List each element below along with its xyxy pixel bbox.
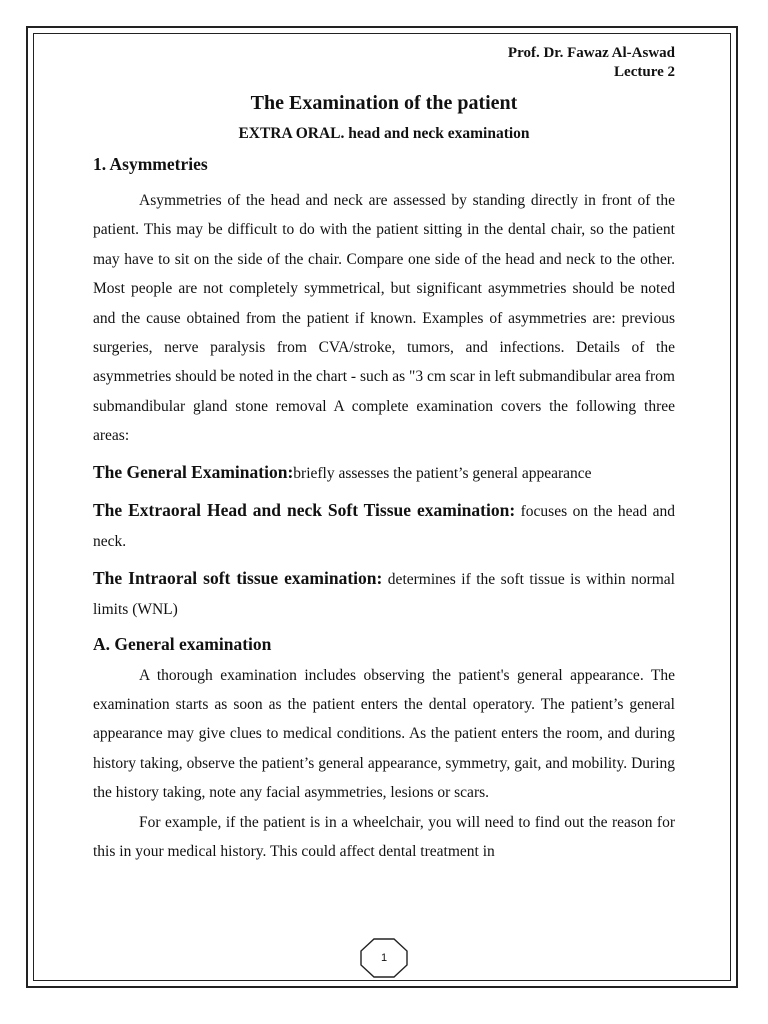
asymmetries-paragraph: Asymmetries of the head and neck are assessed by standing directly in front of the patient. This may be difficult to do with the patient sitting in the dental chair, so the patient may have to sit on the side of the chair. Compare one side of the head and neck to the other. Most people are not completely symmetrical, but significant asymmetries should be noted and the cause obtained from the patient if known. Examples of asymmetries are: previous surgeries, nerve paralysis from CVA/stroke, tumors, and infections. Details of the asymmetries should be noted in the chart - such as "3 cm scar in left submandibular area from submandibular gland stone removal A complete examination covers the following three areas:: [93, 192, 675, 445]
page-content: [93, 44, 675, 867]
author-name: Prof. Dr. Fawaz Al-Aswad: [507, 45, 675, 61]
area-general-examination: [93, 457, 675, 489]
general-examination-paragraph: A thorough examination includes observing the patient's general appearance. The examination starts as soon as the patient enters the dental operatory. The patient’s general appearance may give clues to medical conditions. As the patient enters the room, and during history taking, observe the patient’s general appearance, symmetry, gait, and mobility. During the history taking, note any facial asymmetries, lesions or scars.: [93, 666, 675, 802]
area-lead: The Extraoral Head and neck Soft Tissue examination:: [93, 499, 516, 520]
page-number-badge: [360, 938, 408, 978]
area-text: determines if the soft tissue is within normal limits (WNL): [93, 570, 675, 618]
page-number: 1: [380, 952, 388, 964]
header-block: [93, 44, 675, 82]
section-heading-asymmetries: 1. Asymmetries: [93, 154, 208, 174]
example-paragraph: For example, if the patient is in a wheelchair, you will need to find out the reason for this in your medical history. This could affect dental treatment in: [93, 813, 675, 861]
area-lead: The General Examination:: [93, 461, 294, 482]
lecture-number: Lecture 2: [614, 64, 675, 80]
section-heading-general-examination: A. General examination: [93, 633, 272, 654]
area-intraoral-examination: [93, 563, 675, 625]
document-title: The Examination of the patient: [250, 92, 518, 114]
document-subtitle: EXTRA ORAL. head and neck examination: [238, 125, 530, 142]
area-extraoral-examination: [93, 495, 675, 557]
area-lead: The Intraoral soft tissue examination:: [93, 567, 383, 588]
area-text: focuses on the head and neck.: [93, 502, 675, 550]
area-text: briefly assesses the patient’s general appearance: [293, 464, 592, 482]
